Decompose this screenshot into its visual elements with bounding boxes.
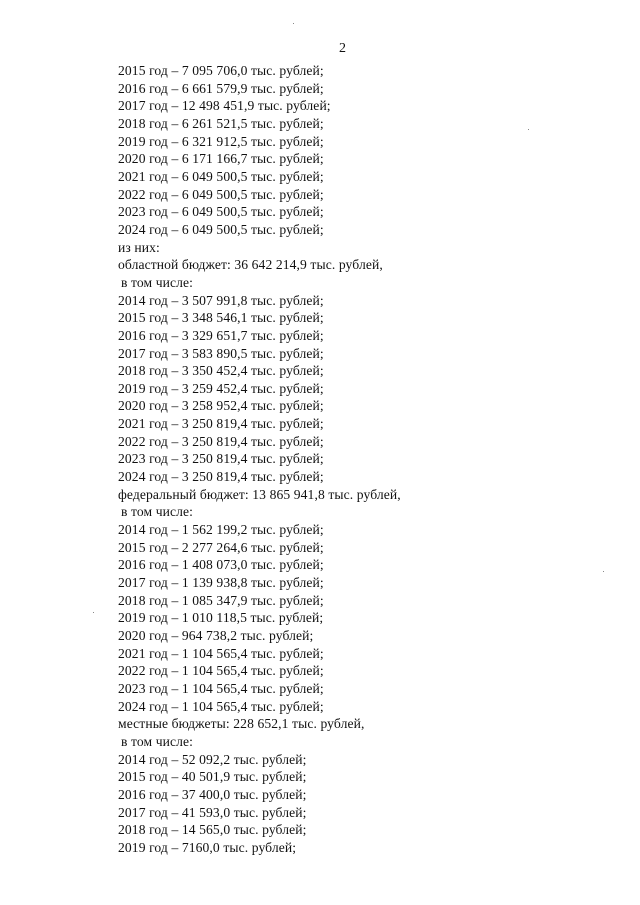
text-line: 2024 год – 3 250 819,4 тыс. рублей; xyxy=(118,469,324,485)
text-line: 2021 год – 6 049 500,5 тыс. рублей; xyxy=(118,168,324,184)
text-line: 2016 год – 37 400,0 тыс. рублей; xyxy=(118,786,307,802)
text-line: 2014 год – 52 092,2 тыс. рублей; xyxy=(118,751,307,767)
text-line: 2024 год – 1 104 565,4 тыс. рублей; xyxy=(118,698,324,714)
text-line: 2019 год – 6 321 912,5 тыс. рублей; xyxy=(118,133,324,149)
text-line: 2017 год – 12 498 451,9 тыс. рублей; xyxy=(118,98,331,114)
text-line: 2014 год – 3 507 991,8 тыс. рублей; xyxy=(118,292,324,308)
text-line: 2019 год – 1 010 118,5 тыс. рублей; xyxy=(118,610,324,626)
text-line: 2018 год – 14 565,0 тыс. рублей; xyxy=(118,822,307,838)
text-line: 2016 год – 6 661 579,9 тыс. рублей; xyxy=(118,80,324,96)
text-line: 2017 год – 3 583 890,5 тыс. рублей; xyxy=(118,345,324,361)
text-line: 2018 год – 3 350 452,4 тыс. рублей; xyxy=(118,363,324,379)
text-line: 2015 год – 2 277 264,6 тыс. рублей; xyxy=(118,539,324,555)
text-line: в том числе: xyxy=(121,274,194,290)
text-line: 2022 год – 3 250 819,4 тыс. рублей; xyxy=(118,433,324,449)
text-line: 2014 год – 1 562 199,2 тыс. рублей; xyxy=(118,522,324,538)
text-line: 2015 год – 3 348 546,1 тыс. рублей; xyxy=(118,310,324,326)
text-line: в том числе: xyxy=(121,733,194,749)
text-line: в том числе: xyxy=(121,504,194,520)
page-number: 2 xyxy=(339,41,346,56)
text-line: 2016 год – 3 329 651,7 тыс. рублей; xyxy=(118,327,324,343)
text-line: 2024 год – 6 049 500,5 тыс. рублей; xyxy=(118,221,324,237)
funding-lines xyxy=(118,62,401,857)
text-line: 2021 год – 1 104 565,4 тыс. рублей; xyxy=(118,645,324,661)
text-line: 2020 год – 6 171 166,7 тыс. рублей; xyxy=(118,151,324,167)
text-line: 2018 год – 1 085 347,9 тыс. рублей; xyxy=(118,592,324,608)
text-line: федеральный бюджет: 13 865 941,8 тыс. рублей, xyxy=(118,486,401,502)
scan-speck xyxy=(93,612,94,613)
text-line: 2017 год – 41 593,0 тыс. рублей; xyxy=(118,804,307,820)
text-line: областной бюджет: 36 642 214,9 тыс. рублей, xyxy=(118,257,383,273)
text-line: 2017 год – 1 139 938,8 тыс. рублей; xyxy=(118,575,324,591)
text-line: 2019 год – 3 259 452,4 тыс. рублей; xyxy=(118,380,324,396)
scan-speck xyxy=(528,129,529,130)
text-line: 2015 год – 40 501,9 тыс. рублей; xyxy=(118,769,307,785)
text-line: из них: xyxy=(118,239,160,255)
text-line: 2023 год – 1 104 565,4 тыс. рублей; xyxy=(118,680,324,696)
text-line: 2018 год – 6 261 521,5 тыс. рублей; xyxy=(118,115,324,131)
text-line: 2023 год – 6 049 500,5 тыс. рублей; xyxy=(118,204,324,220)
text-line: 2022 год – 1 104 565,4 тыс. рублей; xyxy=(118,663,324,679)
text-line: 2020 год – 3 258 952,4 тыс. рублей; xyxy=(118,398,324,414)
text-line: 2023 год – 3 250 819,4 тыс. рублей; xyxy=(118,451,324,467)
scan-speck xyxy=(603,571,604,572)
text-line: 2020 год – 964 738,2 тыс. рублей; xyxy=(118,628,314,643)
text-line: 2019 год – 7160,0 тыс. рублей; xyxy=(118,839,297,855)
text-line: местные бюджеты: 228 652,1 тыс. рублей, xyxy=(118,716,365,732)
text-line: 2022 год – 6 049 500,5 тыс. рублей; xyxy=(118,186,324,202)
scan-speck xyxy=(293,23,294,24)
text-line: 2021 год – 3 250 819,4 тыс. рублей; xyxy=(118,416,324,432)
text-line: 2016 год – 1 408 073,0 тыс. рублей; xyxy=(118,557,324,573)
text-line: 2015 год – 7 095 706,0 тыс. рублей; xyxy=(118,63,324,78)
